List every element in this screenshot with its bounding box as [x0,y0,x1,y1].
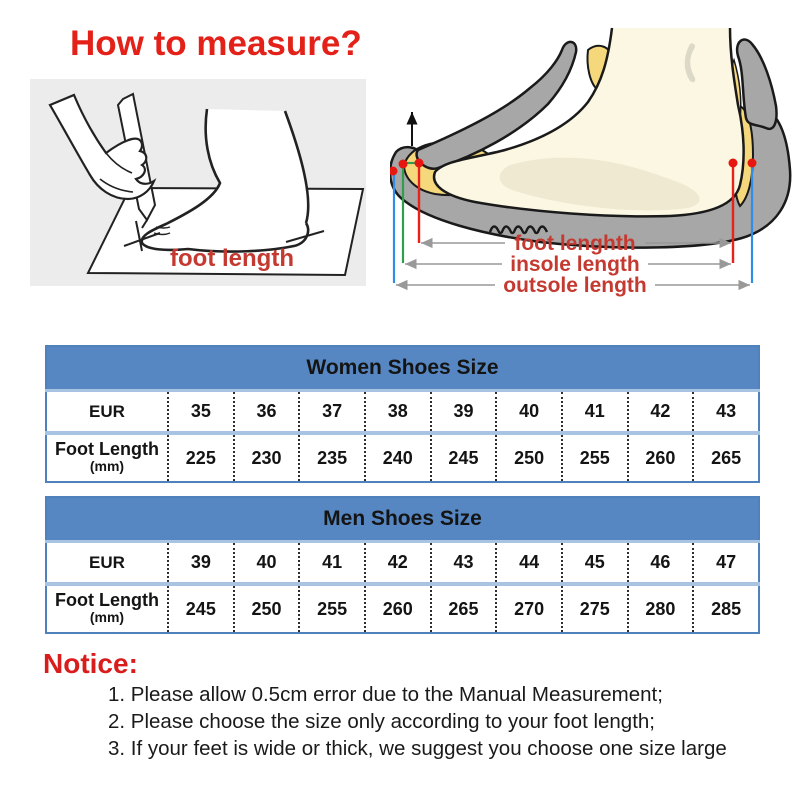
size-cell: 36 [234,391,300,434]
women-footlength-header [46,433,168,482]
page-title: How to measure? [70,24,362,63]
size-cell: 45 [562,542,628,585]
foot-length-label: foot lenghth [514,232,636,255]
foot-length-caption: foot length [170,245,294,272]
length-cell: 265 [693,433,759,482]
women-size-table [45,345,760,483]
notice-item: 1. Please allow 0.5cm error due to the Manual Measurement; [108,683,663,706]
length-cell: 265 [431,584,497,633]
length-cell: 255 [562,433,628,482]
outsole-length-label: outsole length [503,274,647,297]
men-eur-row [46,542,759,585]
size-cell: 43 [693,391,759,434]
length-cell: 250 [234,584,300,633]
length-cell: 270 [496,584,562,633]
women-table-title: Women Shoes Size [46,346,759,391]
size-cell: 40 [496,391,562,434]
length-cell: 230 [234,433,300,482]
size-cell: 41 [299,542,365,585]
footlength-label-line1: Foot Length [55,439,159,459]
men-eur-header: EUR [46,542,168,585]
length-cell: 225 [168,433,234,482]
size-cell: 41 [562,391,628,434]
hand [50,95,154,199]
length-cell: 280 [628,584,694,633]
length-cell: 285 [693,584,759,633]
notice-item: 3. If your feet is wide or thick, we suggest you choose one size large [108,737,727,760]
insole-length-label: insole length [510,253,640,276]
footlength-label-line2: (mm) [89,458,125,474]
men-footlength-row [46,584,759,633]
measure-illustration [30,79,366,286]
length-cell: 245 [431,433,497,482]
men-table-title: Men Shoes Size [46,497,759,542]
size-cell: 43 [431,542,497,585]
women-table-title-row [46,346,759,391]
size-cell: 35 [168,391,234,434]
shoe-measurement-diagram [390,0,800,300]
women-eur-row [46,391,759,434]
size-cell: 39 [168,542,234,585]
size-cell: 37 [299,391,365,434]
size-cell: 40 [234,542,300,585]
men-footlength-header [46,584,168,633]
size-cell: 42 [365,542,431,585]
length-cell: 235 [299,433,365,482]
foot-shape [142,109,308,252]
size-cell: 46 [628,542,694,585]
men-table-title-row [46,497,759,542]
women-eur-header: EUR [46,391,168,434]
length-cell: 250 [496,433,562,482]
length-cell: 260 [365,584,431,633]
length-cell: 275 [562,584,628,633]
length-cell: 260 [628,433,694,482]
size-cell: 42 [628,391,694,434]
size-cell: 38 [365,391,431,434]
men-size-table [45,496,760,634]
length-cell: 255 [299,584,365,633]
size-cell: 44 [496,542,562,585]
size-cell: 47 [693,542,759,585]
women-footlength-row [46,433,759,482]
footlength-label-line1: Foot Length [55,590,159,610]
notice-title: Notice: [43,648,138,679]
length-cell: 240 [365,433,431,482]
length-cell: 245 [168,584,234,633]
notice-item: 2. Please choose the size only according to your foot length; [108,710,656,733]
size-cell: 39 [431,391,497,434]
foot-tracing-drawing [30,79,366,286]
footlength-label-line2: (mm) [89,609,125,625]
shoe-drawing [390,0,800,300]
